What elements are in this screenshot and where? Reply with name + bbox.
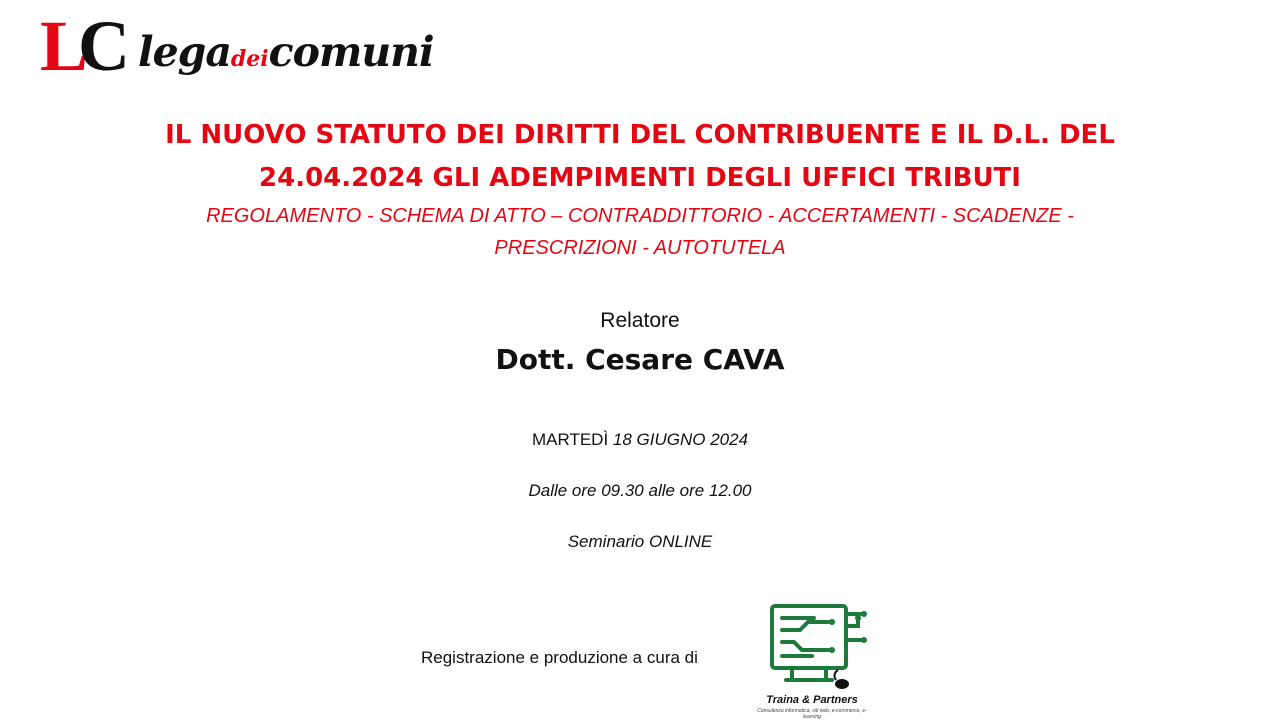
seminar-title-line-1: IL NUOVO STATUTO DEI DIRITTI DEL CONTRIBUENTE E IL D.L. DEL — [165, 120, 1115, 150]
speaker-label: Relatore — [600, 309, 680, 332]
logo-wordmark: legadeicomuni — [138, 28, 434, 76]
lc-monogram: LC — [40, 6, 121, 86]
seminar-subtitle-line-1: REGOLAMENTO - SCHEMA DI ATTO – CONTRADDITTORIO - ACCERTAMENTI - SCADENZE - — [206, 205, 1074, 227]
partner-tagline: Consulenza informatica, siti web, e-commerce, e-learning — [757, 708, 867, 720]
speaker-name: Dott. Cesare CAVA — [495, 343, 785, 376]
event-weekday: MARTEDÌ — [531, 430, 609, 449]
lega-dei-comuni-logo — [40, 6, 440, 86]
seminar-title-line-2: 24.04.2024 GLI ADEMPIMENTI DEGLI UFFICI TRIBUTI — [259, 163, 1021, 193]
event-day: 18 GIUGNO 2024 — [612, 430, 749, 449]
partner-name: Traina & Partners — [766, 694, 858, 706]
event-time: Dalle ore 09.30 alle ore 12.00 — [528, 481, 752, 500]
seminar-subtitle — [0, 200, 1280, 264]
event-mode: Seminario ONLINE — [567, 532, 713, 551]
event-date — [0, 430, 1280, 450]
seminar-title — [0, 114, 1280, 200]
seminar-subtitle-line-2: PRESCRIZIONI - AUTOTUTELA — [494, 237, 786, 259]
production-credit: Registrazione e produzione a cura di — [421, 648, 698, 667]
